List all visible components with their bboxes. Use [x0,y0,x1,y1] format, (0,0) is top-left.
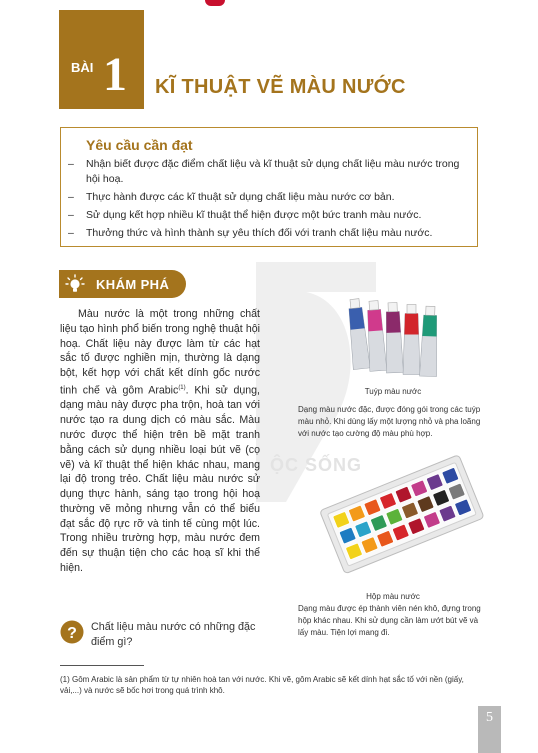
palette-description: Dạng màu được ép thành viên nén khô, đựng trong hộp khác nhau. Khi sử dụng cần làm ướt bút vẽ và lấy màu. Tiện lợi mang đi. [298,604,481,637]
footnote-mark: (1) [178,384,186,391]
footnote-divider [60,665,144,666]
question-text: Chất liệu màu nước có những đặc điểm gì? [91,621,256,648]
tube-caption: Tuýp màu nước [364,387,422,396]
requirement-item: – Nhận biết được đặc điểm chất liệu và kĩ thuật sử dụng chất liệu màu nước trong hội hoạ. [68,158,460,185]
requirement-item: – Sử dụng kết hợp nhiều kĩ thuật thể hiện được một bức tranh màu nước. [68,209,422,221]
requirements-box [60,127,478,247]
tube-description: Dạng màu nước đặc, được đóng gói trong các tuýp màu nhỏ. Khi dùng lấy một lượng nhỏ và pha loãng với nước tạo cường độ màu phù hợp. [298,405,481,438]
paint-tube [420,306,439,377]
lesson-number-box [59,10,144,109]
palette-caption: Hộp màu nước [366,592,420,601]
paint-tube [403,305,420,375]
requirement-item: – Thưởng thức và hình thành sự yêu thích đối với tranh chất liệu màu nước. [68,227,433,239]
page-number-tab [478,706,501,753]
explore-badge [59,270,186,298]
paint-tube [384,302,403,373]
watercolor-palette-image [315,453,485,578]
lesson-title: KĨ THUẬT VẼ MÀU NƯỚC [155,76,406,98]
lesson-number: 1 [103,48,127,101]
paint-tube [346,298,370,369]
watermark-text: ỘC SỐNG [270,455,363,475]
lesson-word: BÀI [71,60,94,75]
explore-label: KHÁM PHÁ [96,277,170,292]
svg-text:?: ? [67,625,77,642]
lightbulb-icon [65,274,85,294]
requirements-title: Yêu cầu cần đạt [86,137,193,153]
page-number: 5 [486,710,493,725]
requirement-item: – Thực hành được các kĩ thuật sử dụng chất liệu màu nước cơ bản. [68,191,395,203]
body-paragraph: Màu nước là một trong những chất liệu tạo hình phổ biến trong nghệ thuật hội hoạ. Chất liệu này được làm từ các hạt sắc tố được nghiền mịn, thường là dạng bột, kết hợp với chất kết dính gốc nước tinh chế và gôm Arabic$^{(1)}$. Khi sử dụng, dạng màu này được pha trộn, hoà tan với nước tạo ra dung dịch có màu sắc. Màu nước được thể hiện trên bề mặt tranh bằng cách sử dụng nhiều loại bút vẽ (cọ vẽ) và kĩ thuật thể hiện khác nhau, mang lại độ trong trẻo. Chất liệu màu nước sử dụng thực hành, sáng tạo trong hội hoạ thường vẽ mỏng nhưng vẫn có thể biểu đạt sắc độ rực rỡ và tinh tế cùng một lúc. Trong nhiều trường hợp, màu nước đem đến sự thuận tiện cho các hoạ sĩ khi thể hiện. [60,308,260,575]
footnote: (1) Gôm Arabic là sản phẩm từ tự nhiên hoà tan với nước. Khi vẽ, gôm Arabic sẽ kết dính hạt sắc tố với nền (giấy, vải,...) và nước sẽ bốc hơi trong quá trình khô. [60,675,464,695]
watercolor-tubes-image [338,296,448,386]
question-icon [60,620,84,644]
top-accent-mark [205,0,225,6]
